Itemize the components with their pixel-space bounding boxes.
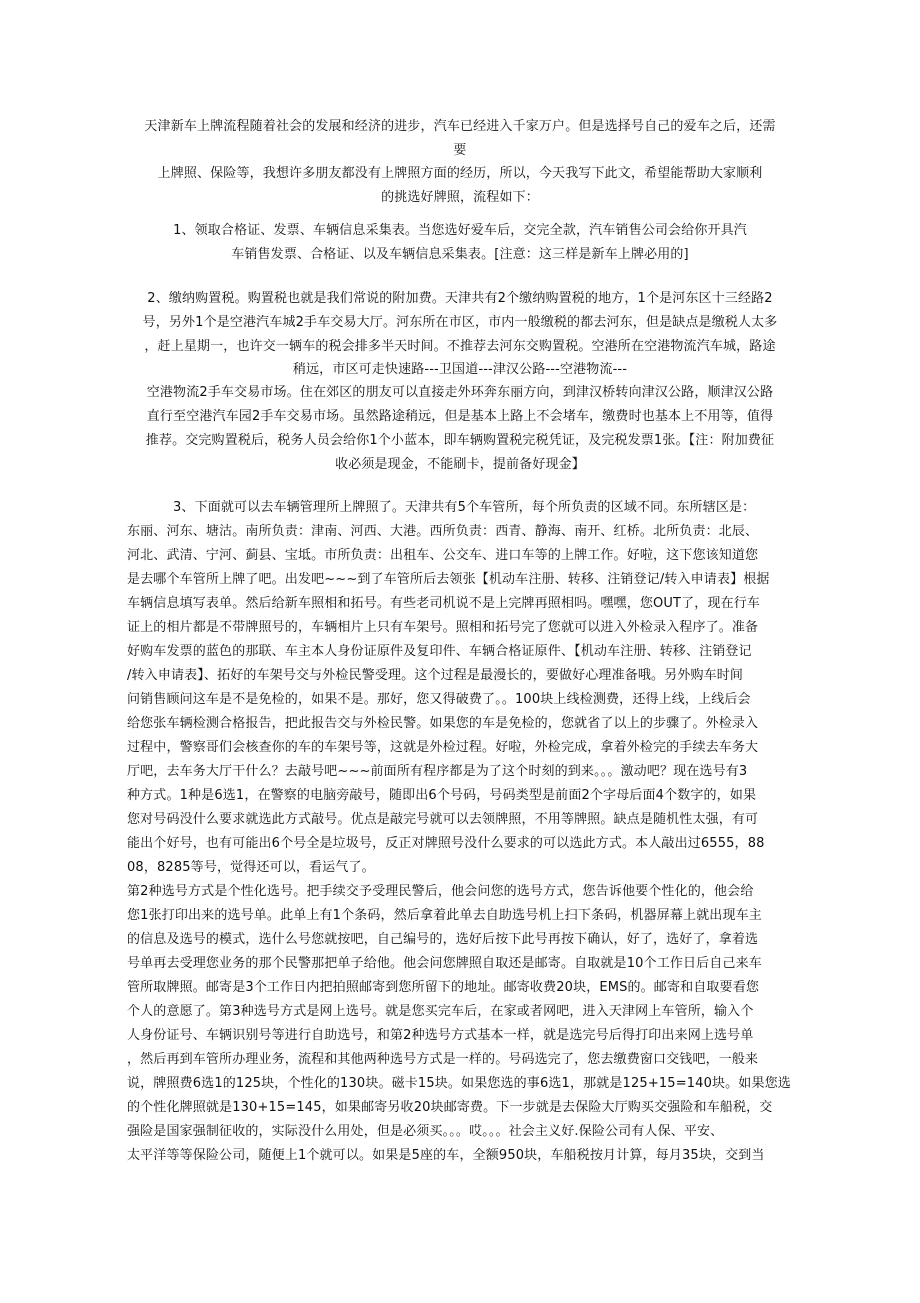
step3-line: /转入申请表】、拓好的车架号交与外检民警受理。这个过程是最漫长的，要做好心理准备哦。另外购车时间 [127,668,744,683]
step3-line: 08，8285等号，觉得还可以，看运气了。 [127,860,375,875]
step3-line: 号单再去受理您业务的那个民警那把单子给他。他会问您牌照自取还是邮寄。自取就是10个工作日后自己来车 [127,956,762,971]
step2-line: 空港物流2手车交易市场。住在郊区的朋友可以直接走外环奔东丽方向，到津汉桥转向津汉公路，顺津汉公路 [146,385,774,400]
step3-line: 3、下面就可以去车辆管理所上牌照了。天津共有5个车管所，每个所负责的区域不同。东所辖区是： [173,500,756,515]
step3-line: 太平洋等等保险公司，随便上1个就可以。如果是5座的车，全额950块，车船税按月计算，每月35块，交到当 [127,1148,765,1163]
step2-line: 推荐。交完购置税后，税务人员会给你1个小蓝本，即车辆购置税完税凭证，及完税发票1张。【注：附加费征 [145,433,775,448]
intro-line: 的挑选好牌照，流程如下： [381,190,539,205]
intro-line: 要 [453,143,467,158]
step3-line: 车辆信息填写表单。然后给新车照相和拓号。有些老司机说不是上完牌再照相吗。嘿嘿，您OUT了，现在行车 [127,596,761,611]
step1-line: 1、领取合格证、发票、车辆信息采集表。当您选好爱车后，交完全款，汽车销售公司会给你开具汽 [173,223,747,238]
intro-line: 天津新车上牌流程随着社会的发展和经济的进步，汽车已经进入千家万户。但是选择号自己的爱车之后，还需 [144,119,776,134]
step2-line: 直行至空港汽车园2手车交易市场。虽然路途稍远，但是基本上路上不会堵车，缴费时也基本上不用等，值得 [146,409,774,424]
step2-line: 2、缴纳购置税。购置税也就是我们常说的附加费。天津共有2个缴纳购置税的地方，1个是河东区十三经路2 [147,291,773,306]
step3-line: 您1张打印出来的选号单。此单上有1个条码，然后拿着此单去自助选号机上扫下条码，机器屏幕上就出现车主 [127,908,762,923]
step3-line: 问销售顾问这车是不是免检的，如果不是。那好，您又得破费了。。100块上线检测费，还得上线，上线后会 [127,692,751,707]
step3-line: 厅吧，去车务大厅干什么？去敲号吧~~~前面所有程序都是为了这个时刻的到来。。。激动吧？现在选号有3 [127,764,748,779]
step3-line: 好购车发票的蓝色的那联、车主本人身份证原件及复印件、车辆合格证原件、【机动车注册、转移、注销登记 [127,644,752,659]
step3-line: 证上的相片都是不带牌照号的，车辆相片上只有车架号。照相和拓号完了您就可以进入外检录入程序了。准备 [127,620,759,635]
step2-line: ，赶上星期一，也许交一辆车的税会排多半天时间。不推荐去河东交购置税。空港所在空港物流汽车城，路途 [144,339,776,354]
step3-line: 的个性化牌照就是130+15=145，如果邮寄另收20块邮寄费。下一步就是去保险大厅购买交强险和车船税，交 [127,1100,773,1115]
step2-line: 号，另外1个是空港汽车城2手车交易大厅。河东所在市区，市内一般缴税的都去河东，但是缺点是缴税人太多 [142,315,778,330]
step2-line: 收必须是现金，不能刷卡，提前备好现金】 [335,457,585,472]
step2-line: 稍远，市区可走快速路---卫国道---津汉公路---空港物流--- [292,362,628,377]
step3-line: 说，牌照费6选1的125块，个性化的130块。磁卡15块。如果您选的事6选1，那就是125+15=140块。如果您选 [127,1076,791,1091]
intro-line: 上牌照、保险等，我想许多朋友都没有上牌照方面的经历，所以，今天我写下此文，希望能帮助大家顺利 [157,166,763,181]
step3-line: 的信息及选号的模式，选什么号您就按吧，自己编号的，选好后按下此号再按下确认，好了，选好了，拿着选 [127,932,759,947]
step3-line: ，然后再到车管所办理业务，流程和其他两种选号方式是一样的。号码选完了，您去缴费窗口交钱吧，一般来 [127,1052,759,1067]
step3-line: 能出个好号，也有可能出6个号全是垃圾号，反正对牌照号没什么要求的可以选此方式。本人敲出过6555，88 [127,836,765,851]
step1-line: 车销售发票、合格证、以及车辆信息采集表。[注意：这三样是新车上牌必用的] [231,247,689,262]
step3-line: 东丽、河东、塘沽。南所负责：津南、河西、大港。西所负责：西青、静海、南开、红桥。北所负责：北辰、 [127,524,759,539]
step3-line: 种方式。1种是6选1，在警察的电脑旁敲号，随即出6个号码，号码类型是前面2个字母后面4个数字的，如果 [127,788,757,803]
step3-line: 您对号码没什么要求就选此方式敲号。优点是敲完号就可以去领牌照，不用等牌照。缺点是随机性太强，有可 [127,812,759,827]
step3-line: 第2种选号方式是个性化选号。把手续交予受理民警后，他会问您的选号方式，您告诉他要个性化的，他会给 [127,884,754,899]
step3-line: 个人的意愿了。第3种选号方式是网上选号。就是您买完车后，在家或者网吧，进入天津网上车管所，输入个 [127,1004,754,1019]
step3-line: 是去哪个车管所上牌了吧。出发吧~~~到了车管所后去领张【机动车注册、转移、注销登记/转入申请表】根据 [127,572,770,587]
step3-line: 强险是国家强制征收的，实际没什么用处，但是必须买。。。哎。。。社会主义好.保险公司有人保、平安、 [127,1124,724,1139]
step3-line: 给您张车辆检测合格报告，把此报告交与外检民警。如果您的车是免检的，您就省了以上的步骤了。外检录入 [127,716,759,731]
step3-line: 河北、武清、宁河、蓟县、宝坻。市所负责：出租车、公交车、进口车等的上牌工作。好啦，这下您该知道您 [127,548,759,563]
step3-line: 过程中，警察哥们会核查你的车的车架号等，这就是外检过程。好啦，外检完成，拿着外检完的手续去车务大 [127,740,759,755]
step3-line: 管所取牌照。邮寄是3个工作日内把拍照邮寄到您所留下的地址。邮寄收费20块，EMS的。邮寄和自取要看您 [127,980,759,995]
step3-line: 人身份证号、车辆识别号等进行自助选号，和第2种选号方式基本一样，就是选完号后得打印出来网上选号单 [127,1028,754,1043]
